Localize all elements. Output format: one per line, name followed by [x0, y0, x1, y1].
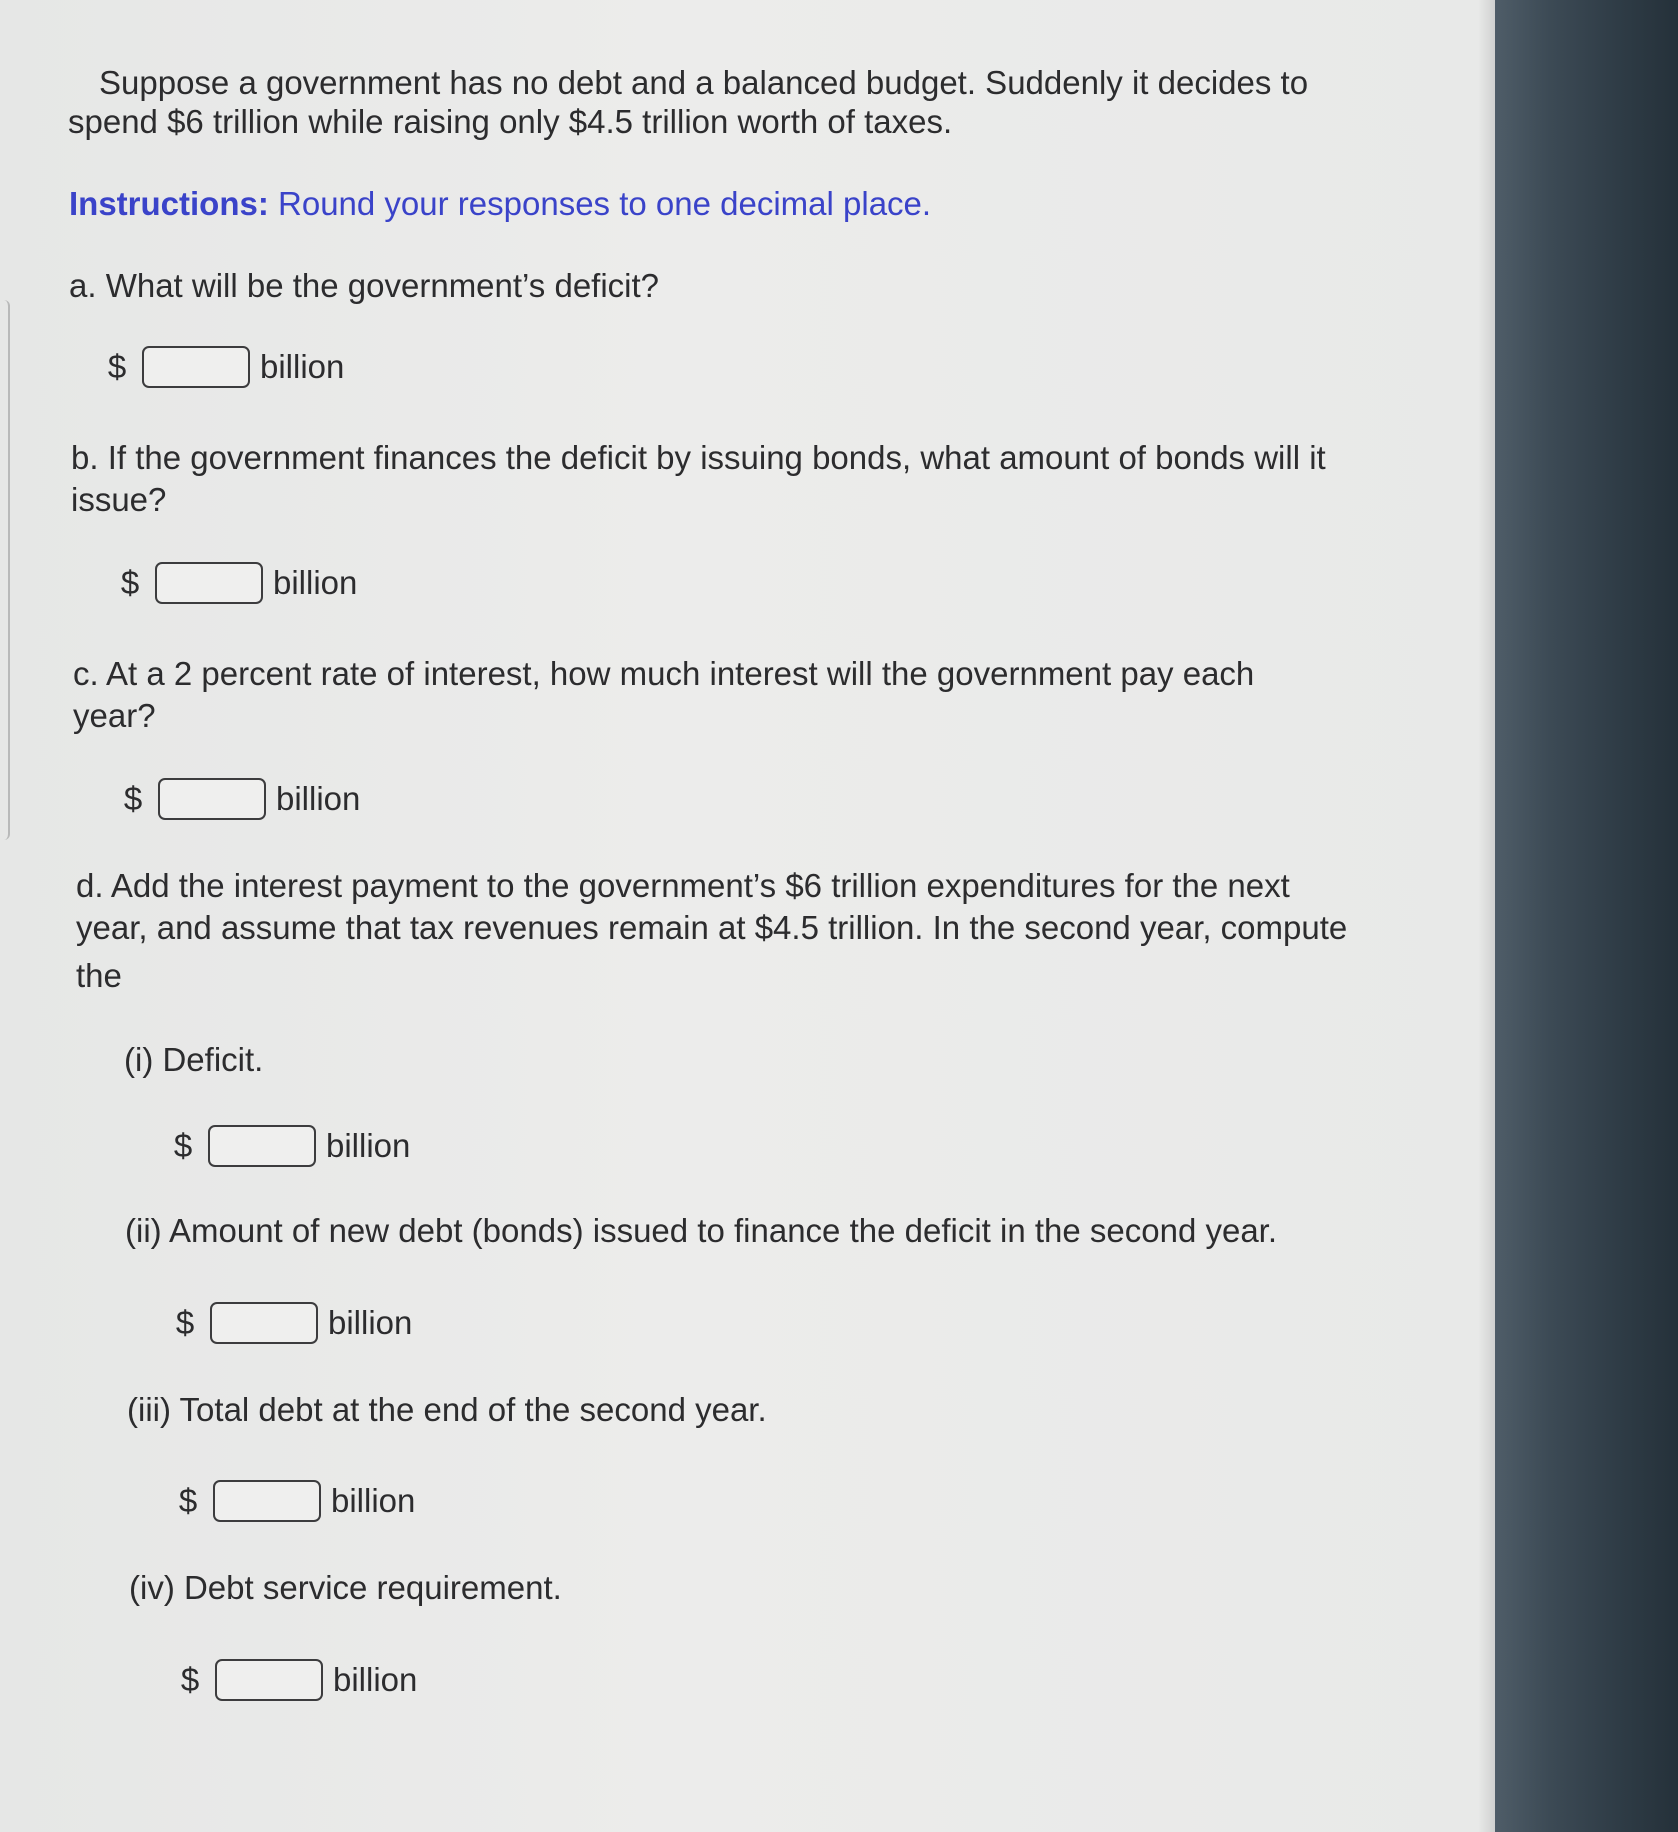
answer-input-b[interactable]	[155, 562, 263, 604]
problem-intro-line-1: Suppose a government has no debt and a balanced budget. Suddenly it decides to	[99, 64, 1309, 101]
question-d-i: (i) Deficit.	[124, 1041, 264, 1078]
answer-input-c[interactable]	[158, 778, 266, 820]
problem-intro-line-2: spend $6 trillion while raising only $4.5 trillion worth of taxes.	[68, 103, 953, 140]
unit-label: billion	[273, 564, 358, 601]
unit-label: billion	[333, 1661, 418, 1698]
instructions	[69, 183, 931, 225]
answer-row-d-iv	[175, 1656, 417, 1704]
left-bracket-decoration	[0, 300, 10, 840]
currency-symbol: $	[123, 780, 143, 817]
answer-row-b	[115, 559, 357, 607]
currency-symbol: $	[180, 1661, 200, 1698]
answer-row-d-ii	[170, 1299, 412, 1347]
currency-symbol: $	[175, 1304, 195, 1341]
answer-input-d-ii[interactable]	[210, 1302, 318, 1344]
currency-symbol: $	[173, 1127, 193, 1164]
question-c-line-2: year?	[73, 697, 156, 734]
unit-label: billion	[328, 1304, 413, 1341]
screen-bezel	[1495, 0, 1678, 1832]
instructions-label: Instructions:	[69, 185, 269, 222]
answer-row-d-iii	[173, 1477, 415, 1525]
answer-input-d-iv[interactable]	[215, 1659, 323, 1701]
unit-label: billion	[326, 1127, 411, 1164]
question-d-line-2: year, and assume that tax revenues remain at $4.5 trillion. In the second year, compute	[76, 909, 1348, 946]
unit-label: billion	[276, 780, 361, 817]
question-a: a. What will be the government’s deficit?	[69, 267, 660, 304]
question-d-line-1: d. Add the interest payment to the government’s $6 trillion expenditures for the next	[76, 867, 1290, 904]
currency-symbol: $	[178, 1482, 198, 1519]
question-d-iv: (iv) Debt service requirement.	[129, 1569, 562, 1606]
currency-symbol: $	[107, 348, 127, 385]
answer-input-a[interactable]	[142, 346, 250, 388]
answer-row-a	[102, 343, 344, 391]
unit-label: billion	[331, 1482, 416, 1519]
answer-input-d-i[interactable]	[208, 1125, 316, 1167]
question-b-line-1: b. If the government finances the deficit by issuing bonds, what amount of bonds will it	[71, 439, 1326, 476]
question-c-line-1: c. At a 2 percent rate of interest, how much interest will the government pay each	[73, 655, 1255, 692]
question-d-iii: (iii) Total debt at the end of the second year.	[127, 1391, 767, 1428]
unit-label: billion	[260, 348, 345, 385]
currency-symbol: $	[120, 564, 140, 601]
answer-input-d-iii[interactable]	[213, 1480, 321, 1522]
instructions-text: Round your responses to one decimal place.	[268, 185, 932, 222]
answer-row-c	[118, 775, 360, 823]
question-d-ii: (ii) Amount of new debt (bonds) issued to finance the deficit in the second year.	[125, 1212, 1278, 1249]
question-b-line-2: issue?	[71, 481, 167, 518]
question-d-line-3: the	[76, 957, 122, 994]
answer-row-d-i	[168, 1122, 410, 1170]
